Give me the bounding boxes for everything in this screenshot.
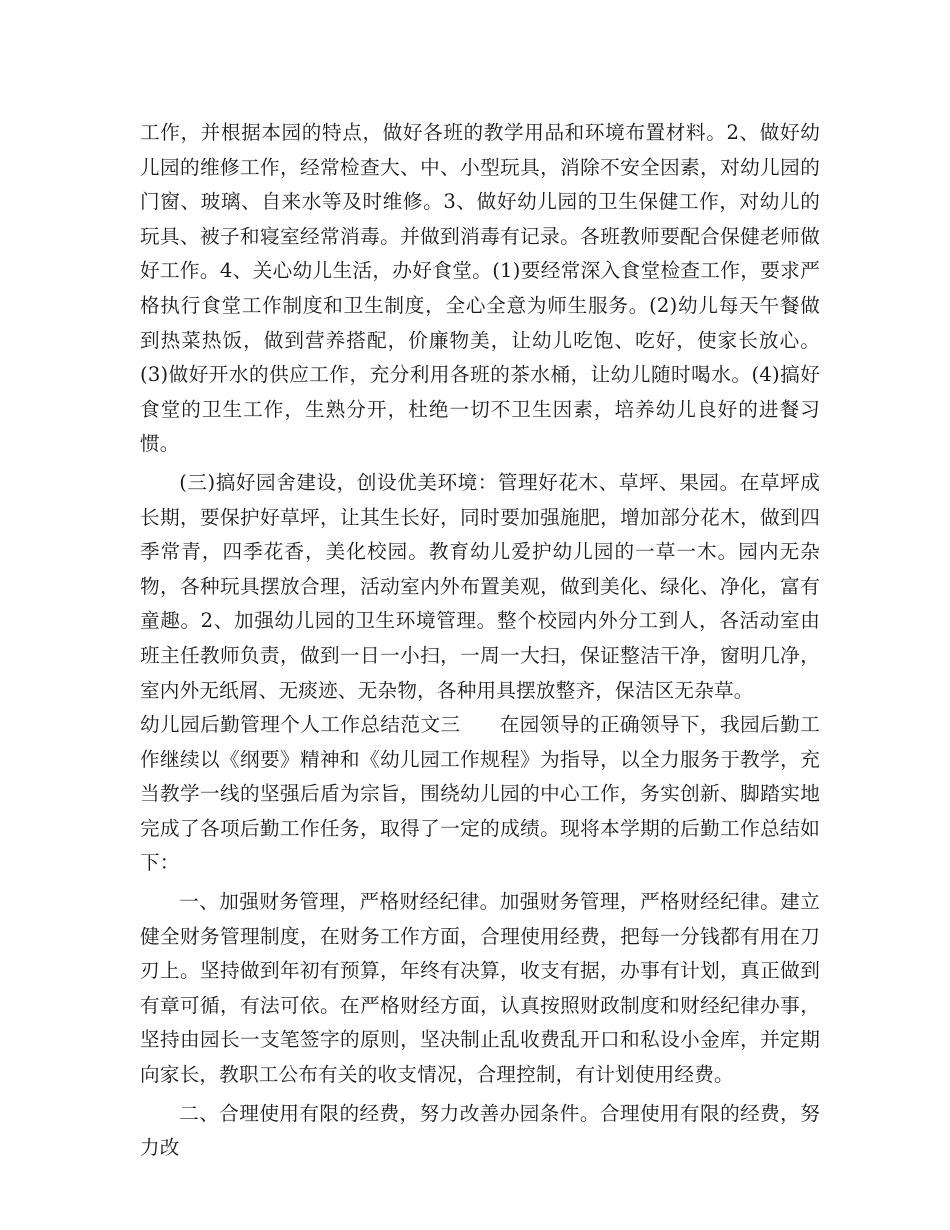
section-intro-text: 在园领导的正确领导下，我园后勤工作继续以《纲要》精神和《幼儿园工作规程》为指导，以全力服务于教学，充当教学一线的坚强后盾为宗旨，围绕幼儿园的中心工作，务实创新、脚踏实地完成了各项后勤工作任务，取得了一定的成绩。现将本学期的后勤工作总结如下： (140, 713, 821, 875)
paragraph-logistics-tasks: 工作，并根据本园的特点，做好各班的教学用品和环境布置材料。2、做好幼儿园的维修工作，经常检查大、中、小型玩具，消除不安全因素，对幼儿园的门窗、玻璃、自来水等及时维修。3、做好幼儿园的卫生保健工作，对幼儿的玩具、被子和寝室经常消毒。并做到消毒有记录。各班教师要配合保健老师做好工作。4、关心幼儿生活，办好食堂。(1)要经常深入食堂检查工作，要求严格执行食堂工作制度和卫生制度，全心全意为师生服务。(2)幼儿每天午餐做到热菜热饭，做到营养搭配，价廉物美，让幼儿吃饱、吃好，使家长放心。(3)做好开水的供应工作，充分利用各班的茶水桶，让幼儿随时喝水。(4)搞好食堂的卫生工作，生熟分开，杜绝一切不卫生因素，培养幼儿良好的进餐习惯。 (140, 121, 820, 456)
paragraph-financial-management: 一、加强财务管理，严格财经纪律。加强财务管理，严格财经纪律。建立健全财务管理制度，在财务工作方面，合理使用经费，把每一分钱都有用在刀刃上。坚持做到年初有预算，年终有决算，收支有据，办事有计划，真正做到有章可循，有法可依。在严格财经方面，认真按照财政制度和财经纪律办事，坚持由园长一支笔签字的原则，坚决制止乱收费乱开口和私设小金库，并定期向家长，教职工公布有关的收支情况，合理控制，有计划使用经费。 (140, 890, 820, 1087)
section-title: 幼儿园后勤管理个人工作总结范文三 (140, 713, 461, 737)
paragraph-funding-use: 二、合理使用有限的经费，努力改善办园条件。合理使用有限的经费，努力改 (140, 1101, 820, 1160)
paragraph-campus-environment: (三)搞好园舍建设，创设优美环境：管理好花木、草坪、果园。在草坪成长期，要保护好草坪，让其生长好，同时要加强施肥，增加部分花木，做到四季常青，四季花香，美化校园。教育幼儿爱护幼儿园的一草一木。园内无杂物，各种玩具摆放合理，活动室内外布置美观，做到美化、绿化、净化，富有童趣。2、加强幼儿园的卫生环境管理。整个校园内外分工到人，各活动室由班主任教师负责，做到一日一小扫，一周一大扫，保证整洁干净，窗明几净，室内外无纸屑、无痰迹、无杂物，各种用具摆放整齐，保洁区无杂草。 (140, 470, 820, 702)
paragraph-summary-three (140, 708, 820, 881)
document-body (140, 116, 820, 1166)
